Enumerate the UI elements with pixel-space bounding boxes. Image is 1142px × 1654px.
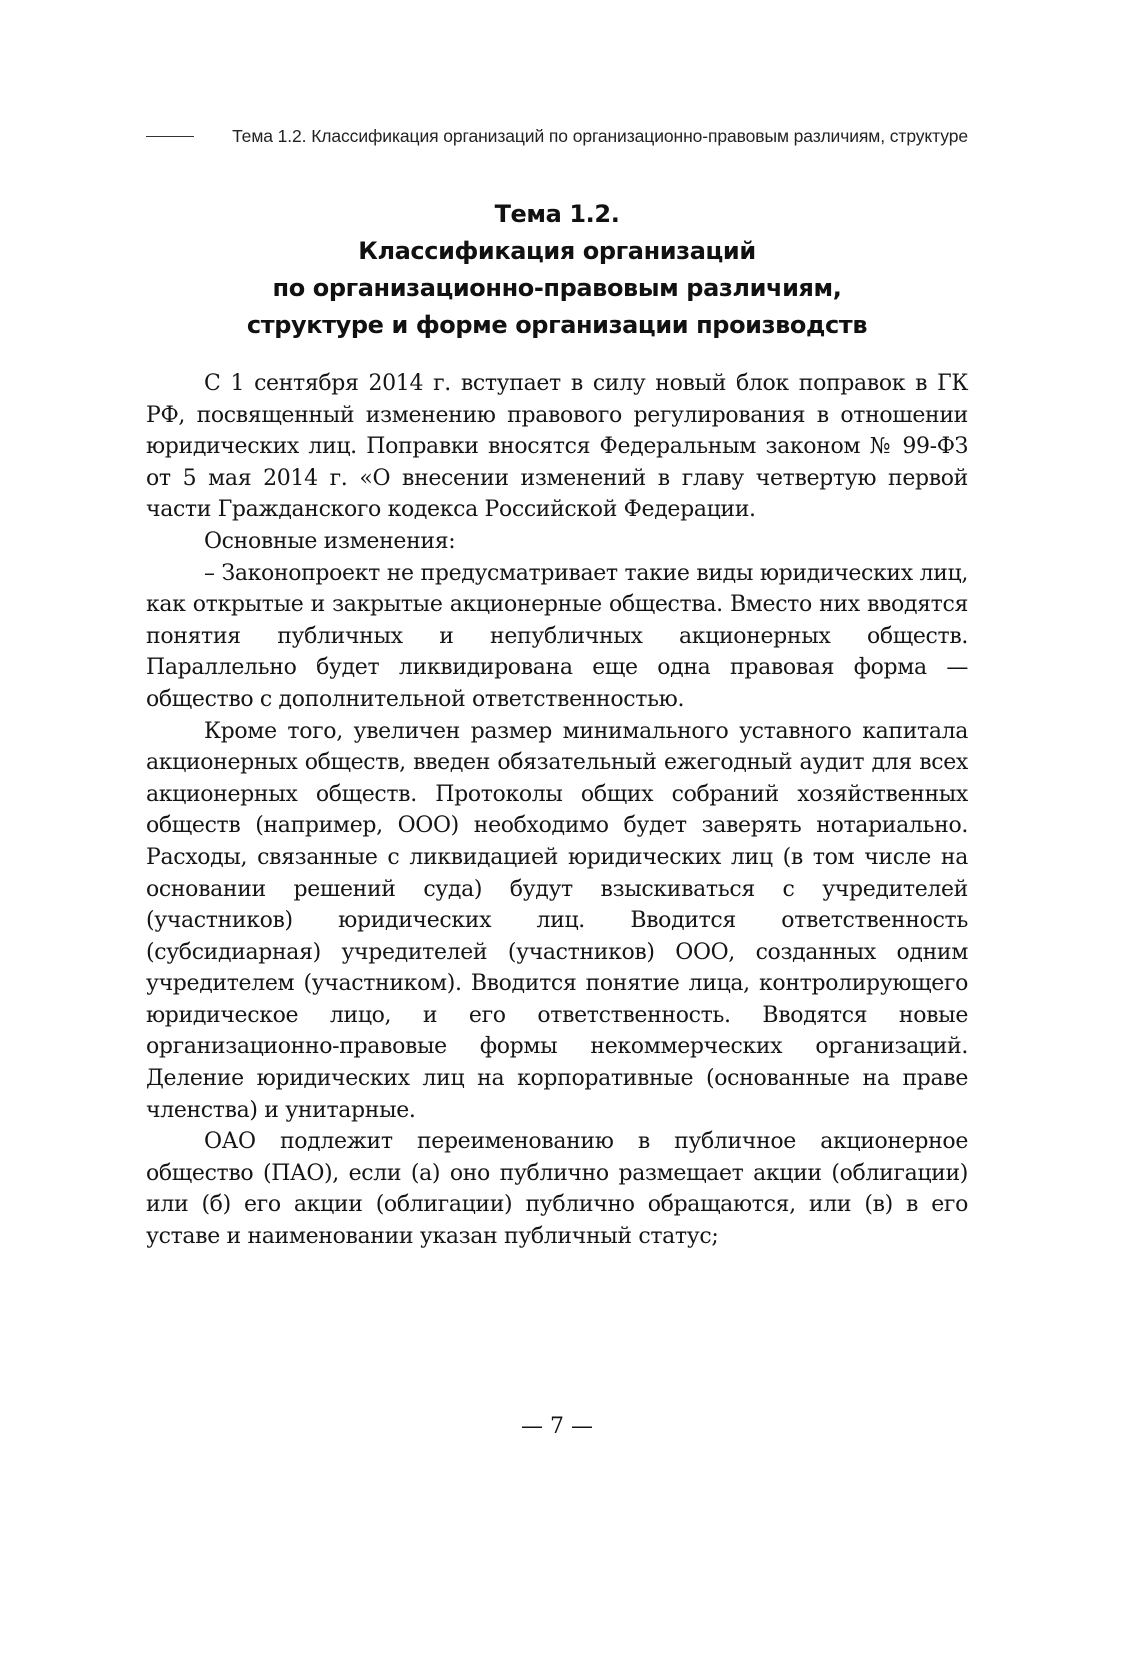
paragraph: ОАО подлежит переименованию в публичное акционерное общество (ПАО), если (а) оно публично размещает акции (облигации) или (б) его акции (облигации) публично обращаются, или (в) в его уставе и наименовании указан публичный статус; (146, 1129, 968, 1250)
paragraph: С 1 сентября 2014 г. вступает в силу новый блок поправок в ГК РФ, посвященный изменению правового регулирования в отношении юридических лиц. Поправки вносятся Федеральным законом № 99-ФЗ от 5 мая 2014 г. «О внесении изменений в главу четвертую первой части Гражданского кодекса Российской Федерации. (146, 371, 968, 523)
paragraph: Основные изменения: (204, 528, 456, 554)
paragraph: Кроме того, увеличен размер минимального уставного капитала акционерных обществ, введен обязательный ежегодный аудит для всех акционерных обществ. Протоколы общих собраний хозяйственных обществ (например, ООО) необходимо будет заверять нотариально. Расходы, связанные с ликвидацией юридических лиц (в том числе на основании решений суда) будут взыскиваться с учредителей (участников) юридических лиц. Вводится ответственность (субсидиарная) учредителей (участников) ООО, созданных одним учредителем (участником). Вводится понятие лица, контролирующего юридическое лицо, и его ответственность. Вводятся новые организационно-правовые формы некоммерческих организаций. Деление юридических лиц на корпоративные (основанные на праве членства) и унитарные. (146, 718, 968, 1123)
page-number: — 7 — (521, 1414, 593, 1439)
chapter-title-line: структуре и форме организации производств (246, 311, 868, 339)
chapter-title (146, 196, 968, 344)
body-text (146, 368, 968, 1253)
running-header (146, 121, 968, 151)
chapter-title-line: Классификация организаций (358, 237, 756, 265)
chapter-title-line: Тема 1.2. (494, 200, 620, 228)
header-rule (146, 136, 194, 137)
chapter-title-line: по организационно-правовым различиям, (272, 274, 842, 302)
paragraph: – Законопроект не предусматривает такие виды юридических лиц, как открытые и закрытые акционерные общества. Вместо них вводятся понятия публичных и непубличных акционерных обществ. Параллельно будет ликвидирована еще одна правовая форма — общество с дополнительной ответственностью. (146, 560, 968, 712)
running-header-text: Тема 1.2. Классификация организаций по организационно-правовым различиям, структуре (232, 125, 968, 146)
